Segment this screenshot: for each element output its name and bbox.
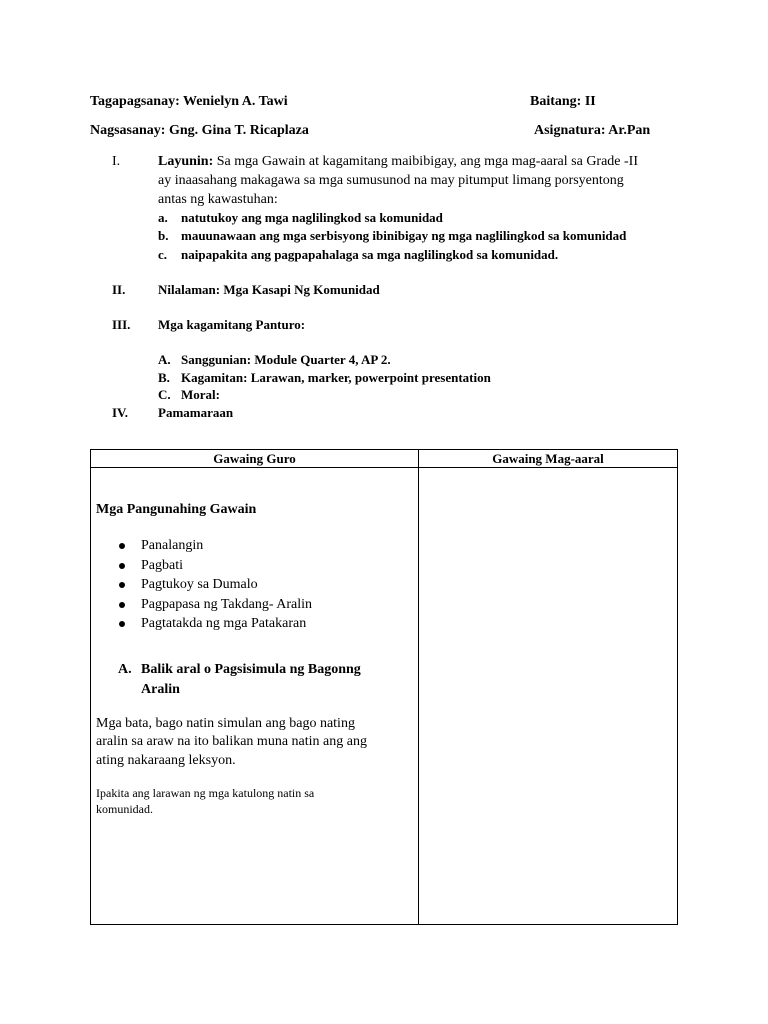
bullet-icon [119, 621, 125, 627]
objective-a-text: natutukoy ang mga naglilingkod sa komunidad [181, 210, 443, 225]
student-activity-header: Gawaing Mag-aaral [492, 451, 604, 466]
objective-b-letter: b. [158, 228, 169, 243]
section-4-numeral: IV. [112, 405, 129, 420]
material-c-letter: C. [158, 387, 171, 402]
material-c-text: Moral: [181, 387, 220, 402]
material-b-text: Kagamitan: Larawan, marker, powerpoint presentation [181, 370, 491, 385]
section-2-numeral: II. [112, 282, 126, 297]
list-item-label: Pagtukoy sa Dumalo [141, 577, 258, 592]
objective-text-line3: antas ng kawastuhan: [158, 192, 278, 207]
objective-a-letter: a. [158, 210, 168, 225]
review-section-title-line1: Balik aral o Pagsisimula ng Bagonng [141, 662, 361, 677]
objective-text-line1: Sa mga Gawain at kagamitang maibibigay, ang mga mag-aaral sa Grade -II [213, 154, 639, 169]
review-paragraph-line2: aralin sa araw na ito balikan muna natin ang ang [96, 734, 367, 749]
objective-b-text: mauunawaan ang mga serbisyong ibinibigay ng mga naglilingkod sa komunidad [181, 228, 627, 243]
preliminary-activities-list [117, 536, 312, 634]
review-paragraph-line3: ating nakaraang leksyon. [96, 753, 236, 768]
objective-text-line2: ay inaasahang makagawa sa mga sumusunod na may pitumput limang porsyentong [158, 173, 624, 188]
section-3-numeral: III. [112, 317, 131, 332]
bullet-icon [119, 602, 125, 608]
bullet-icon [119, 543, 125, 549]
trainee-name: Nagsasanay: Gng. Gina T. Ricaplaza [90, 123, 309, 138]
table-column-divider [418, 450, 419, 924]
material-a-text: Sanggunian: Module Quarter 4, AP 2. [181, 352, 391, 367]
bullet-icon [119, 582, 125, 588]
objective-c-letter: c. [158, 247, 168, 262]
material-a-letter: A. [158, 352, 171, 367]
section-1-objective-line1 [158, 153, 638, 171]
section-1-numeral: I. [112, 154, 121, 169]
list-item-label: Pagbati [141, 557, 183, 573]
instruction-line2: komunidad. [96, 802, 153, 816]
preliminary-activities-title: Mga Pangunahing Gawain [96, 502, 257, 517]
subject: Asignatura: Ar.Pan [534, 123, 651, 138]
trainer-name: Tagapagsanay: Wenielyn A. Tawi [90, 94, 288, 109]
review-section-letter: A. [118, 662, 132, 677]
list-item-label: Pagtatakda ng mga Patakaran [141, 616, 307, 631]
list-item-label: Pagpapasa ng Takdang- Aralin [141, 596, 312, 612]
content-topic: Nilalaman: Mga Kasapi Ng Komunidad [158, 282, 380, 297]
objective-label: Layunin: [158, 154, 214, 169]
list-item [117, 536, 312, 556]
instruction-line1: Ipakita ang larawan ng mga katulong natin sa [96, 786, 315, 800]
bullet-icon [119, 563, 125, 569]
list-item [117, 556, 312, 576]
list-item [117, 614, 312, 634]
objective-c-text: naipapakita ang pagpapahalaga sa mga naglilingkod sa komunidad. [181, 247, 559, 262]
materials-heading: Mga kagamitang Panturo: [158, 317, 306, 332]
review-section-title-line2: Aralin [141, 682, 180, 697]
material-b-letter: B. [158, 370, 170, 385]
list-item-label: Panalangin [141, 538, 204, 553]
table-header-divider [91, 467, 677, 468]
list-item [117, 575, 312, 595]
list-item [117, 595, 312, 615]
teacher-activity-header: Gawaing Guro [213, 451, 296, 466]
procedure-heading: Pamamaraan [158, 405, 234, 420]
grade-level: Baitang: II [530, 94, 596, 109]
review-paragraph-line1: Mga bata, bago natin simulan ang bago nating [96, 716, 355, 731]
